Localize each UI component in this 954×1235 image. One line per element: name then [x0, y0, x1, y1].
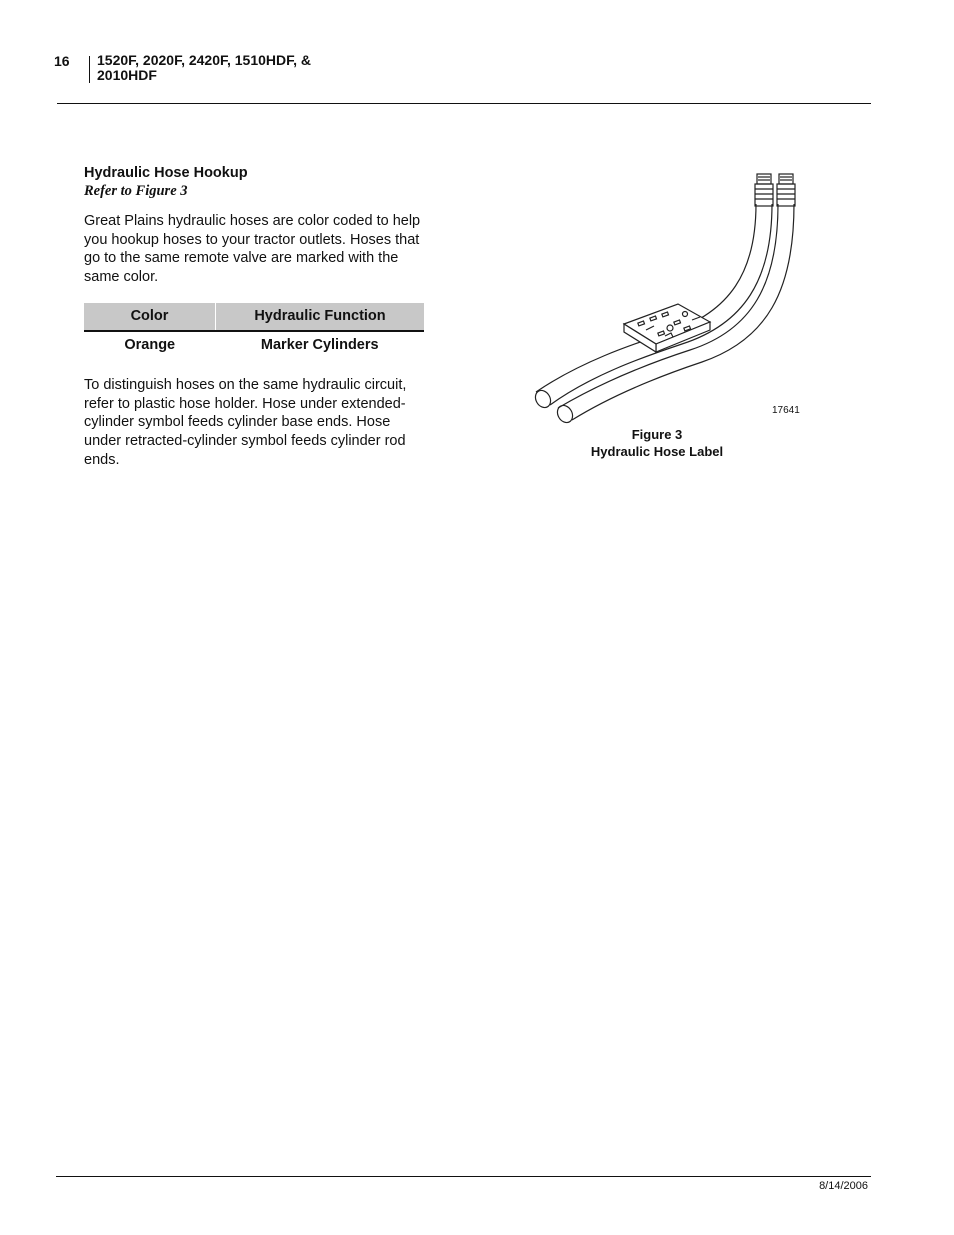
- footer-date: 8/14/2006: [819, 1180, 868, 1192]
- hose-hookup-section: [84, 164, 424, 469]
- figure-hose-illustration: [520, 162, 810, 432]
- table-header-color: Color: [84, 303, 216, 331]
- figure-id-number: 17641: [772, 405, 800, 416]
- table-header-function: Hydraulic Function: [216, 303, 425, 331]
- figure-caption-number: Figure 3: [631, 427, 683, 442]
- table-header-row: [84, 303, 424, 331]
- section-heading: Hydraulic Hose Hookup: [84, 165, 248, 181]
- header-rule: [57, 103, 871, 104]
- intro-paragraph: Great Plains hydraulic hoses are color coded to help you hookup hoses to your tractor outlets. Hoses that go to the same remote valve are marked with the same color.: [84, 213, 421, 286]
- table-row: [84, 331, 424, 356]
- document-title: [97, 53, 377, 83]
- hose-holder-paragraph: To distinguish hoses on the same hydraulic circuit, refer to plastic hose holder. Hose under extended-cylinder symbol feeds cylinder base ends. Hose under retracted-cylinder symbol feeds cylinder rod ends.: [84, 376, 407, 468]
- document-title-line-2: 2010HDF: [97, 67, 157, 83]
- table-cell-function: Marker Cylinders: [260, 336, 379, 353]
- document-title-line-1: 1520F, 2020F, 2420F, 1510HDF, &: [97, 52, 312, 68]
- page-number: 16: [54, 53, 70, 69]
- footer-rule: [56, 1176, 871, 1177]
- section-reference: Refer to Figure 3: [84, 183, 188, 199]
- figure-caption: [557, 426, 757, 460]
- hydraulic-hose-illustration-icon: [520, 162, 810, 432]
- figure-caption-title: Hydraulic Hose Label: [590, 444, 724, 459]
- header-divider: [89, 56, 90, 83]
- color-function-table: [84, 303, 424, 356]
- table-cell-color: Orange: [124, 336, 176, 353]
